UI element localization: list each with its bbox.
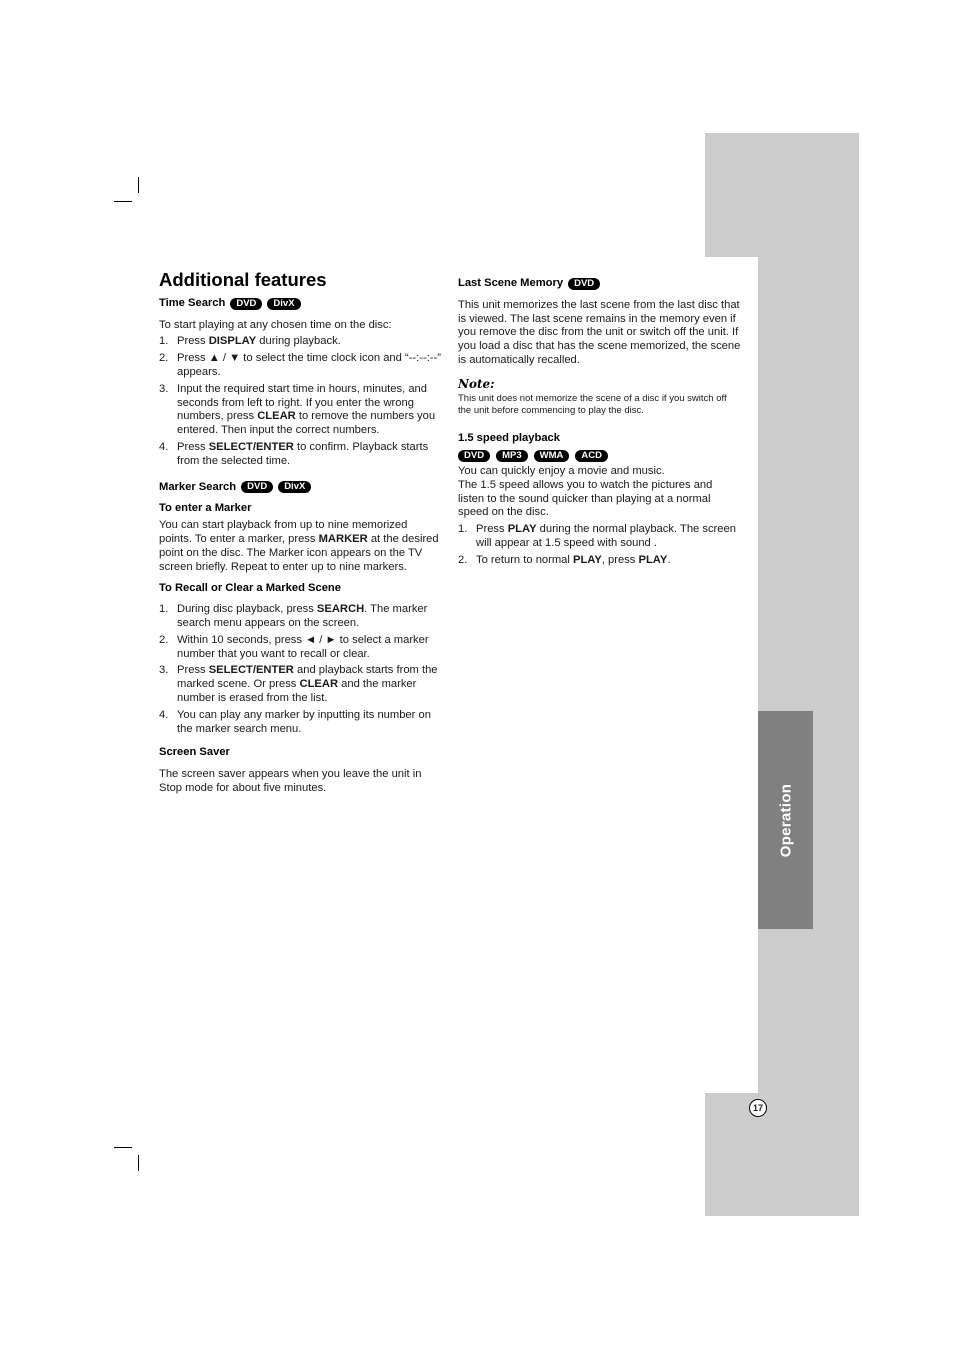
list-item (159, 709, 441, 737)
badge-divx: DivX (267, 298, 300, 310)
step-text (177, 441, 428, 467)
step-text (177, 383, 435, 436)
crop-mark-top-horizontal (114, 201, 132, 202)
time-search-heading-text: Time Search (159, 296, 226, 309)
text-run: at the desired point on the disc. The Marker icon appears on the TV screen briefly. Repeat to enter up to nine markers. (159, 532, 439, 573)
time-search-heading (159, 297, 441, 311)
badge-dvd: DVD (458, 450, 490, 462)
step-number: 4. (159, 440, 169, 453)
list-item (159, 335, 441, 349)
last-scene-heading-text: Last Scene Memory (458, 277, 564, 289)
speed-playback-intro-1: You can quickly enjoy a movie and music. (458, 464, 665, 477)
list-item (159, 603, 441, 631)
list-item (159, 352, 441, 380)
section-tab-label: Operation (777, 783, 795, 857)
text-run: You can play any marker by inputting its number on the marker search menu. (177, 708, 431, 735)
time-search-steps (159, 335, 441, 468)
speed-playback-heading: 1.5 speed playback (458, 432, 560, 445)
text-run: during the normal playback. The screen will appear at 1.5 speed with sound . (476, 523, 736, 549)
side-band-top (705, 133, 859, 257)
step-number: 4. (159, 708, 169, 721)
step-number: 3. (159, 664, 169, 677)
badge-wma: WMA (534, 450, 570, 462)
step-text (177, 634, 429, 660)
text-run: to confirm. Playback starts from the selected time. (177, 440, 429, 467)
left-column (159, 269, 441, 796)
list-item (159, 664, 441, 705)
list-item (159, 441, 441, 469)
crop-mark-top-vertical (138, 177, 139, 193)
list-item (159, 383, 441, 438)
step-text (177, 603, 427, 629)
list-item (458, 523, 741, 551)
screen-saver-heading: Screen Saver (159, 746, 230, 759)
page-number: 17 (749, 1099, 767, 1117)
screen-saver-text: The screen saver appears when you leave the unit in Stop mode for about five minutes. (159, 768, 422, 794)
speed-playback-steps (458, 523, 741, 567)
list-item (458, 554, 741, 568)
text-run: and the marker number is erased from the list. (177, 678, 417, 704)
text-run: , press (601, 553, 639, 566)
badge-divx: DivX (278, 481, 311, 493)
text-run: during playback. (256, 335, 341, 348)
text-run: . The marker search menu appears on the screen. (177, 603, 428, 629)
side-band-middle (758, 257, 859, 1093)
bold-key-name: SELECT/ENTER (208, 440, 294, 453)
step-number: 2. (458, 553, 468, 566)
side-band-bottom (705, 1093, 859, 1216)
bold-key-name: DISPLAY (208, 335, 257, 348)
text-run: Input the required start time in hours, minutes, and seconds from left to right. If you enter the wrong numbers, press (177, 382, 427, 423)
recall-marker-heading: To Recall or Clear a Marked Scene (159, 582, 341, 595)
text-run: Press (177, 664, 209, 677)
marker-search-heading-text: Marker Search (159, 480, 237, 493)
step-number: 1. (159, 335, 169, 348)
step-text (476, 554, 670, 566)
text-run: To return to normal (476, 553, 573, 566)
step-text (177, 664, 438, 704)
bold-key-name: CLEAR (257, 410, 296, 423)
right-column (458, 277, 741, 571)
step-text (476, 523, 736, 549)
crop-mark-bottom-horizontal (114, 1147, 132, 1148)
crop-mark-bottom-vertical (138, 1155, 139, 1171)
step-text (177, 352, 441, 378)
step-number: 2. (159, 633, 169, 646)
enter-marker-text (159, 519, 441, 574)
step-number: 1. (159, 603, 169, 616)
text-run: Press (476, 523, 508, 536)
badge-dvd: DVD (241, 481, 273, 493)
text-run: During disc playback, press (177, 603, 317, 616)
page-title: Additional features (159, 269, 327, 290)
bold-key-name: SEARCH (316, 603, 365, 616)
section-tab (758, 711, 813, 929)
text-run: You can start playback from up to nine memorized points. To enter a marker, press (159, 519, 408, 545)
speed-playback-intro-2: The 1.5 speed allows you to watch the pictures and listen to the sound quicker than playing at a normal speed on the disc. (458, 478, 713, 519)
badge-mp3: MP3 (496, 450, 528, 462)
text-run: Press (177, 440, 209, 453)
badge-dvd: DVD (568, 278, 600, 290)
step-text (177, 709, 431, 735)
bold-key-name: PLAY (638, 553, 668, 566)
step-text (177, 335, 341, 347)
bold-key-name: SELECT/ENTER (208, 664, 294, 677)
step-number: 2. (159, 352, 169, 365)
speed-playback-badges (458, 450, 741, 462)
text-run: . (667, 553, 671, 566)
text-run: Press (177, 335, 209, 348)
time-search-intro: To start playing at any chosen time on the disc: (159, 318, 392, 331)
text-run: to remove the numbers you entered. Then input the correct numbers. (177, 410, 436, 437)
bold-key-name: CLEAR (299, 678, 339, 691)
bold-key-name: MARKER (318, 532, 368, 545)
last-scene-heading (458, 277, 741, 291)
recall-marker-steps (159, 603, 441, 736)
step-number: 3. (159, 382, 169, 395)
note-title: Note: (458, 376, 495, 391)
badge-acd: ACD (575, 450, 608, 462)
text-run: Press ▲ / ▼ to select the time clock icon and “--:--:--” appears. (177, 352, 441, 378)
bold-key-name: PLAY (573, 553, 602, 566)
text-run: and playback starts from the marked scene. Or press (177, 664, 438, 691)
last-scene-text: This unit memorizes the last scene from the last disc that is viewed. The last scene remains in the memory even if you remove the disc from the unit or switch off the unit. If you load a disc that has the scene memorized, the scene is automatically recalled. (458, 298, 741, 366)
enter-marker-heading: To enter a Marker (159, 502, 252, 515)
note-text: This unit does not memorize the scene of a disc if you switch off the unit before commencing to play the disc. (458, 392, 727, 417)
badge-dvd: DVD (230, 298, 262, 310)
bold-key-name: PLAY (507, 523, 537, 536)
text-run: Within 10 seconds, press ◄ / ► to select a marker number that you want to recall or clear. (177, 633, 429, 660)
step-number: 1. (458, 523, 468, 536)
list-item (159, 634, 441, 662)
marker-search-heading (159, 481, 441, 495)
